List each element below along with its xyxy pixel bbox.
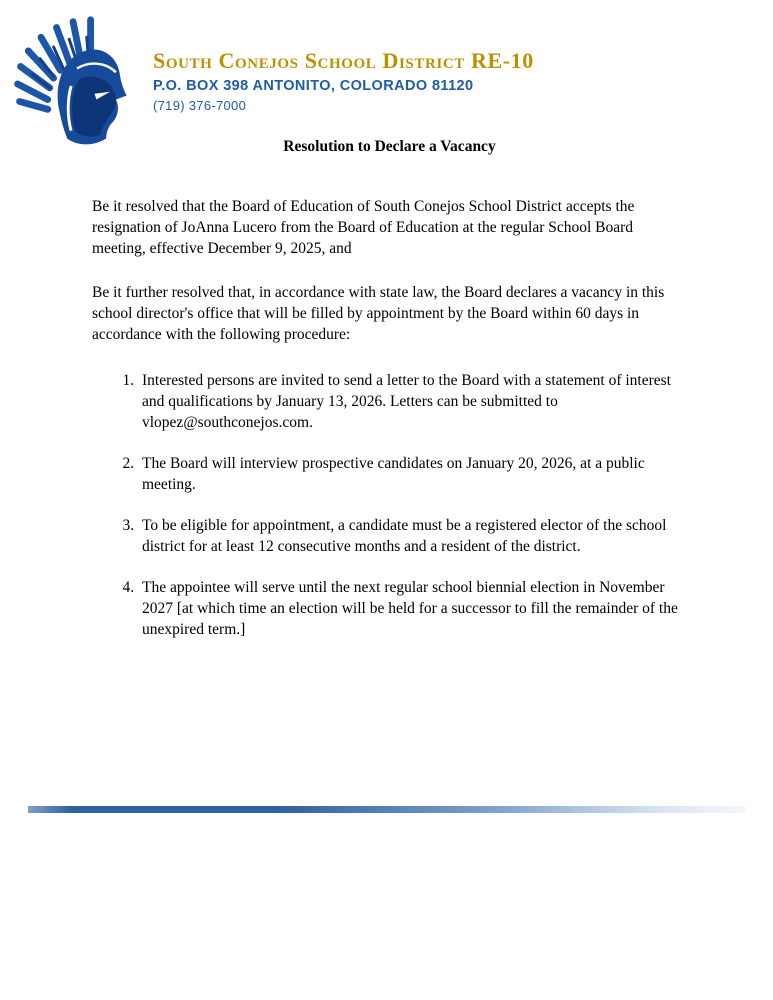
letterhead-text xyxy=(153,48,534,113)
procedure-list xyxy=(92,370,687,640)
document-body xyxy=(92,138,687,660)
paragraph-further-resolution: Be it further resolved that, in accordance with state law, the Board declares a vacancy in this school director's office that will be filled by appointment by the Board within 60 days in accordance with the following procedure: xyxy=(92,284,665,343)
list-item: 2. The Board will interview prospective candidates on January 20, 2026, at a public meeting. xyxy=(138,453,687,495)
trojan-mascot-logo xyxy=(12,10,140,156)
district-address: P.O. BOX 398 ANTONITO, COLORADO 81120 xyxy=(153,78,474,94)
district-name: South Conejos School District RE-10 xyxy=(153,48,534,73)
footer-accent-bar xyxy=(28,806,745,813)
document-title: Resolution to Declare a Vacancy xyxy=(283,138,496,155)
paragraph-resolution: Be it resolved that the Board of Education of South Conejos School District accepts the resignation of JoAnna Lucero from the Board of Education at the regular School Board meeting, effective December 9, 2025, and xyxy=(92,198,635,257)
face-shape xyxy=(72,77,116,137)
list-item: 4. The appointee will serve until the next regular school biennial election in November 2027 [at which time an election will be held for a successor to fill the remainder of the unexpired term.] xyxy=(138,577,687,640)
district-phone: (719) 376-7000 xyxy=(153,98,247,113)
trojan-mascot-icon xyxy=(12,10,140,156)
list-item: 3. To be eligible for appointment, a candidate must be a registered elector of the school district for at least 12 consecutive months and a resident of the district. xyxy=(138,515,687,557)
list-item: 1. Interested persons are invited to send a letter to the Board with a statement of interest and qualifications by January 13, 2026. Letters can be submitted to vlopez@southconejos.com. xyxy=(138,370,687,433)
letterhead xyxy=(8,8,765,158)
